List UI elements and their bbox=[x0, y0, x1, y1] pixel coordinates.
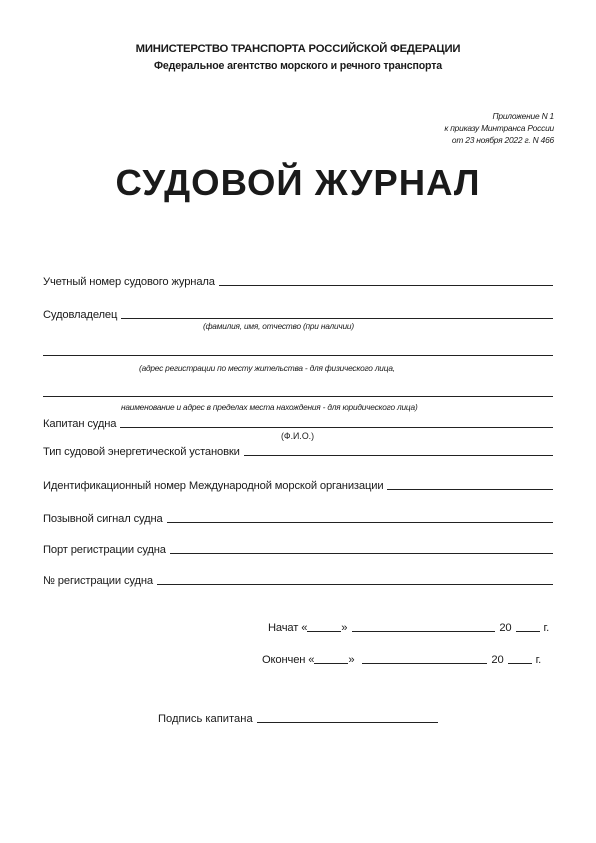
ended-date-row[interactable] bbox=[262, 650, 541, 666]
reg-number-label: № регистрации судна bbox=[43, 575, 153, 587]
ended-year-line[interactable] bbox=[508, 663, 532, 664]
owner-hint: (фамилия, имя, отчество (при наличии) bbox=[203, 321, 354, 331]
started-year-prefix: 20 bbox=[499, 622, 512, 634]
captain-signature-field[interactable] bbox=[158, 709, 438, 725]
captain-hint: (Ф.И.О.) bbox=[281, 431, 315, 441]
signature-line[interactable] bbox=[257, 722, 438, 723]
appendix-note bbox=[330, 110, 554, 146]
started-close-quote: » bbox=[341, 622, 348, 634]
started-year-line[interactable] bbox=[516, 631, 540, 632]
ended-label: Окончен « bbox=[262, 654, 315, 666]
appendix-line-3: от 23 ноября 2022 г. N 466 bbox=[451, 135, 554, 145]
registration-number-field[interactable] bbox=[43, 272, 553, 288]
captain-field[interactable] bbox=[43, 414, 553, 430]
owner-legal-line[interactable] bbox=[43, 396, 553, 397]
owner-field[interactable] bbox=[43, 305, 553, 321]
imo-number-field[interactable] bbox=[43, 476, 553, 492]
address-hint: (адрес регистрации по месту жительства - для физического лица, bbox=[139, 363, 395, 373]
imo-number-label: Идентификационный номер Международной морской организации bbox=[43, 480, 384, 492]
signature-label: Подпись капитана bbox=[158, 713, 253, 725]
power-plant-label: Тип судовой энергетической установки bbox=[43, 446, 240, 458]
started-month-line[interactable] bbox=[352, 631, 495, 632]
ended-month-line[interactable] bbox=[362, 663, 487, 664]
captain-label: Капитан судна bbox=[43, 418, 117, 430]
port-label: Порт регистрации судна bbox=[43, 544, 166, 556]
started-label: Начат « bbox=[268, 622, 308, 634]
port-field[interactable] bbox=[43, 540, 553, 556]
power-plant-field[interactable] bbox=[43, 442, 553, 458]
appendix-line-2: к приказу Минтранса России bbox=[444, 123, 554, 133]
captain-line[interactable] bbox=[120, 427, 553, 428]
port-line[interactable] bbox=[170, 553, 553, 554]
owner-line[interactable] bbox=[121, 318, 553, 319]
power-plant-line[interactable] bbox=[244, 455, 553, 456]
started-day-line[interactable] bbox=[307, 631, 341, 632]
ended-year-suffix: г. bbox=[535, 654, 542, 666]
reg-number-line[interactable] bbox=[157, 584, 553, 585]
agency-subtitle: Федеральное агентство морского и речного транспорта bbox=[154, 60, 442, 72]
document-title: СУДОВОЙ ЖУРНАЛ bbox=[115, 162, 481, 203]
started-date-row[interactable] bbox=[268, 618, 549, 634]
ended-year-prefix: 20 bbox=[491, 654, 504, 666]
imo-number-line[interactable] bbox=[387, 489, 553, 490]
registration-number-line[interactable] bbox=[219, 285, 553, 286]
ministry-title: МИНИСТЕРСТВО ТРАНСПОРТА РОССИЙСКОЙ ФЕДЕРАЦИИ bbox=[135, 43, 461, 55]
owner-address-line[interactable] bbox=[43, 355, 553, 356]
call-sign-label: Позывной сигнал судна bbox=[43, 513, 163, 525]
reg-number-field[interactable] bbox=[43, 571, 553, 587]
owner-label: Судовладелец bbox=[43, 309, 118, 321]
legal-entity-hint: наименование и адрес в пределах места нахождения - для юридического лица) bbox=[121, 402, 418, 412]
appendix-line-1: Приложение N 1 bbox=[492, 111, 554, 121]
call-sign-line[interactable] bbox=[167, 522, 553, 523]
ended-close-quote: » bbox=[348, 654, 355, 666]
ended-day-line[interactable] bbox=[314, 663, 348, 664]
started-year-suffix: г. bbox=[543, 622, 550, 634]
call-sign-field[interactable] bbox=[43, 509, 553, 525]
registration-number-label: Учетный номер судового журнала bbox=[43, 276, 215, 288]
